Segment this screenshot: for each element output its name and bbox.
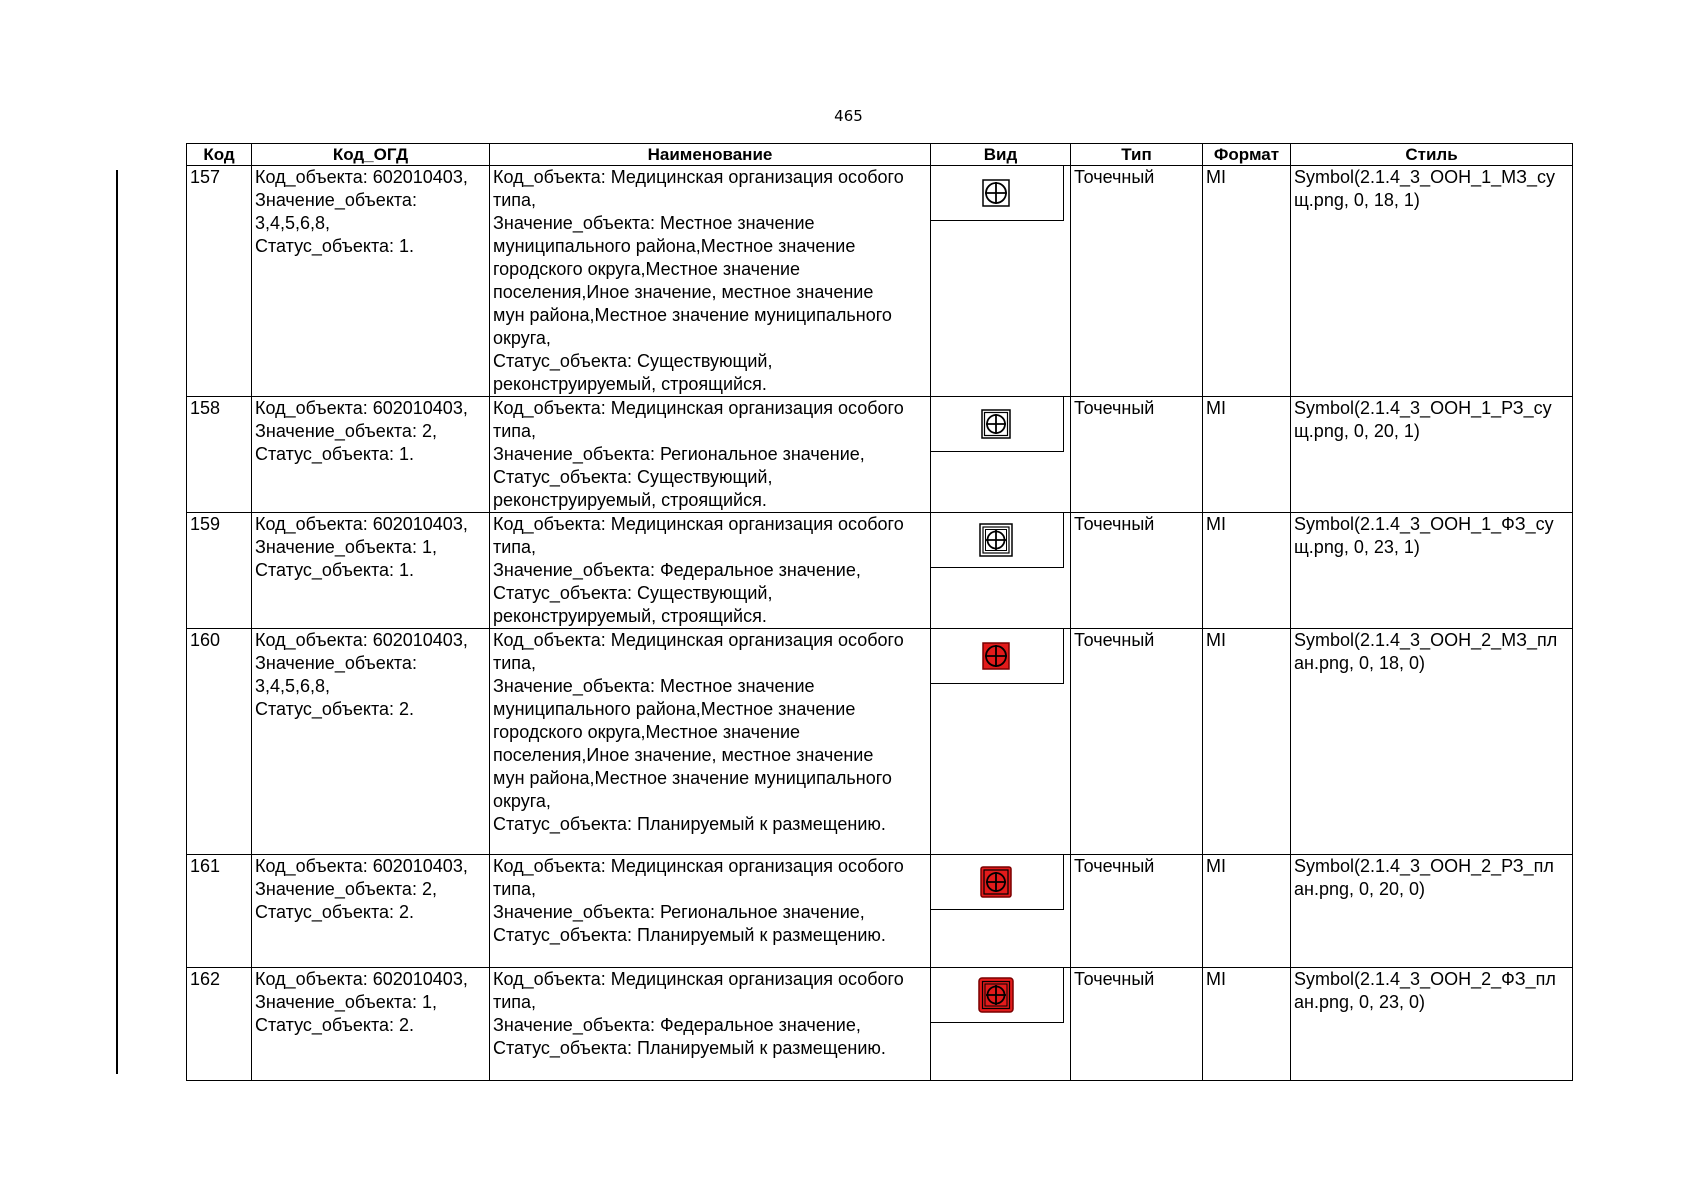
header-code: Код: [187, 144, 252, 166]
cell-code: 159: [187, 513, 252, 629]
table-header-row: [187, 144, 1573, 166]
header-name: Наименование: [490, 144, 931, 166]
medical-special-federal-planned-icon: [978, 977, 1014, 1013]
symbols-table: [186, 143, 1573, 1081]
table-row: [187, 166, 1573, 397]
cell-format: MI: [1203, 513, 1291, 629]
view-box: [931, 629, 1064, 684]
table-row: [187, 968, 1573, 1081]
cell-name: Код_объекта: Медицинская организация особого типа, Значение_объекта: Региональное значение, Статус_объекта: Планируемый к размещению.: [493, 856, 904, 945]
cell-style: Symbol(2.1.4_3_ООН_2_РЗ_пл ан.png, 0, 20, 0): [1294, 856, 1554, 899]
cell-type: Точечный: [1071, 968, 1203, 1081]
view-box: [931, 968, 1064, 1023]
cell-type: Точечный: [1071, 629, 1203, 855]
cell-style: Symbol(2.1.4_3_ООН_2_ФЗ_пл ан.png, 0, 23, 0): [1294, 969, 1556, 1012]
cell-code: 158: [187, 397, 252, 513]
cell-name: Код_объекта: Медицинская организация особого типа, Значение_объекта: Федеральное значение, Статус_объекта: Существующий, реконструируемый, строящийся.: [493, 514, 904, 626]
table-row: [187, 397, 1573, 513]
cell-view: [931, 513, 1071, 629]
cell-style: Symbol(2.1.4_3_ООН_1_МЗ_су щ.png, 0, 18, 1): [1294, 167, 1555, 210]
cell-name: Код_объекта: Медицинская организация особого типа, Значение_объекта: Региональное значение, Статус_объекта: Существующий, реконструируемый, строящийся.: [493, 398, 904, 510]
margin-line: [116, 170, 118, 1074]
cell-name: Код_объекта: Медицинская организация особого типа, Значение_объекта: Местное значение муниципального района,Местное значение городского округа,Местное значение поселения,Иное значение, местное значение мун района,Местное значение муниципального округа, Статус_объекта: Планируемый к размещению.: [493, 630, 904, 834]
cell-code: 162: [187, 968, 252, 1081]
header-style: Стиль: [1291, 144, 1573, 166]
cell-type: Точечный: [1071, 855, 1203, 968]
cell-name: Код_объекта: Медицинская организация особого типа, Значение_объекта: Федеральное значение, Статус_объекта: Планируемый к размещению.: [493, 969, 904, 1058]
medical-special-regional-existing-icon: [981, 409, 1011, 439]
cell-view: [931, 629, 1071, 855]
cell-code: 157: [187, 166, 252, 397]
medical-special-municipal-planned-icon: [982, 642, 1010, 670]
cell-ogd: Код_объекта: 602010403, Значение_объекта: 1, Статус_объекта: 2.: [255, 969, 468, 1035]
cell-format: MI: [1203, 397, 1291, 513]
table-row: [187, 513, 1573, 629]
medical-special-federal-existing-icon: [979, 523, 1013, 557]
cell-type: Точечный: [1071, 397, 1203, 513]
view-box: [931, 513, 1064, 568]
cell-format: MI: [1203, 166, 1291, 397]
cell-code: 161: [187, 855, 252, 968]
table-row: [187, 629, 1573, 855]
medical-special-municipal-existing-icon: [982, 179, 1010, 207]
header-type: Тип: [1071, 144, 1203, 166]
cell-format: MI: [1203, 629, 1291, 855]
cell-view: [931, 855, 1071, 968]
cell-view: [931, 968, 1071, 1081]
medical-special-regional-planned-icon: [980, 866, 1012, 898]
cell-type: Точечный: [1071, 513, 1203, 629]
cell-ogd: Код_объекта: 602010403, Значение_объекта: 3,4,5,6,8, Статус_объекта: 2.: [255, 630, 468, 719]
cell-ogd: Код_объекта: 602010403, Значение_объекта: 1, Статус_объекта: 1.: [255, 514, 468, 580]
cell-format: MI: [1203, 855, 1291, 968]
cell-code: 160: [187, 629, 252, 855]
cell-ogd: Код_объекта: 602010403, Значение_объекта: 3,4,5,6,8, Статус_объекта: 1.: [255, 167, 468, 256]
cell-style: Symbol(2.1.4_3_ООН_1_ФЗ_су щ.png, 0, 23, 1): [1294, 514, 1554, 557]
cell-style: Symbol(2.1.4_3_ООН_1_РЗ_су щ.png, 0, 20, 1): [1294, 398, 1552, 441]
header-format: Формат: [1203, 144, 1291, 166]
cell-view: [931, 397, 1071, 513]
view-box: [931, 855, 1064, 910]
header-ogd: Код_ОГД: [252, 144, 490, 166]
view-box: [931, 397, 1064, 452]
view-box: [931, 166, 1064, 221]
cell-ogd: Код_объекта: 602010403, Значение_объекта: 2, Статус_объекта: 1.: [255, 398, 468, 464]
page-number: 465: [834, 107, 863, 125]
table-row: [187, 855, 1573, 968]
cell-name: Код_объекта: Медицинская организация особого типа, Значение_объекта: Местное значение муниципального района,Местное значение городского округа,Местное значение поселения,Иное значение, местное значение мун района,Местное значение муниципального округа, Статус_объекта: Существующий, реконструируемый, строящийся.: [493, 167, 904, 394]
cell-view: [931, 166, 1071, 397]
cell-type: Точечный: [1071, 166, 1203, 397]
cell-ogd: Код_объекта: 602010403, Значение_объекта: 2, Статус_объекта: 2.: [255, 856, 468, 922]
cell-format: MI: [1203, 968, 1291, 1081]
cell-style: Symbol(2.1.4_3_ООН_2_МЗ_пл ан.png, 0, 18, 0): [1294, 630, 1558, 673]
header-view: Вид: [931, 144, 1071, 166]
